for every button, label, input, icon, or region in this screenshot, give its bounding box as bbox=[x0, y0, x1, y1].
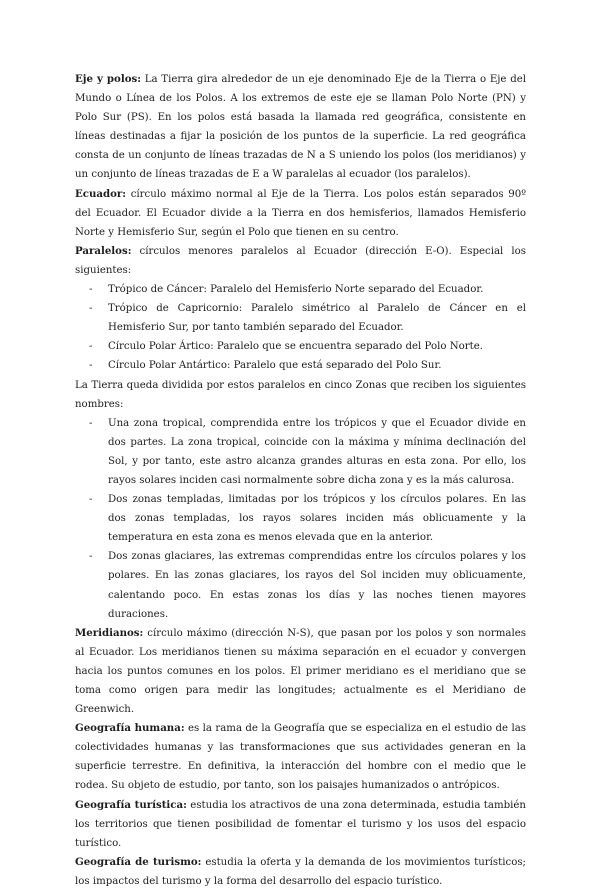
list-item-tropico-capricornio: - Trópico de Capricornio: Paralelo simétrico al Paralelo de Cáncer en el Hemisferio Sur, por tanto también separado del Ecuador. bbox=[108, 299, 526, 337]
paralelos-list bbox=[75, 280, 526, 375]
term-geografia-de-turismo: Geografía de turismo: bbox=[75, 855, 202, 868]
list-item-zonas-templadas: - Dos zonas templadas, limitadas por los trópicos y los círculos polares. En las dos zonas templadas, los rayos solares inciden más oblicuamente y la temperatura en esta zona es menos elevada que en la anterior. bbox=[108, 490, 526, 547]
paragraph-geografia-humana bbox=[75, 719, 526, 795]
paragraph-meridianos bbox=[75, 624, 526, 719]
term-meridianos: Meridianos: bbox=[75, 626, 144, 639]
term-paralelos: Paralelos: bbox=[75, 244, 132, 257]
definition-eje-y-polos: La Tierra gira alrededor de un eje denominado Eje de la Tierra o Eje del Mundo o Línea de los Polos. A los extremos de este eje se llaman Polo Norte (PN) y Polo Sur (PS). En los polos está basada la llamada red geográfica, consistente en líneas destinadas a fijar la posición de los puntos de la superficie. La red geográfica consta de un conjunto de líneas trazadas de N a S uniendo los polos (los meridianos) y un conjunto de líneas trazadas de E a W paralelas al ecuador (los paralelos). bbox=[75, 74, 526, 181]
paragraph-zonas-intro: La Tierra queda dividida por estos paralelos en cinco Zonas que reciben los siguientes nombres: bbox=[75, 379, 526, 410]
term-geografia-humana: Geografía humana: bbox=[75, 722, 185, 735]
term-eje-y-polos: Eje y polos: bbox=[75, 73, 142, 85]
zonas-list bbox=[75, 414, 526, 624]
definition-geografia-turistica: estudia los atractivos de una zona determinada, estudia también los territorios que tienen posibilidad de fomentar el turismo y los usos del espacio turístico. bbox=[75, 799, 526, 849]
paragraph-eje-y-polos bbox=[75, 70, 526, 185]
definition-meridianos: círculo máximo (dirección N-S), que pasan por los polos y son normales al Ecuador. Los meridianos tienen su máxima separación en el ecuador y convergen hacia los puntos comunes en los polos. El primer meridiano es el meridiano que se toma como origen para medir las longitudes; actualmente es el Meridiano de Greenwich. bbox=[75, 627, 526, 716]
list-item-tropico-cancer: - Trópico de Cáncer: Paralelo del Hemisferio Norte separado del Ecuador. bbox=[108, 280, 526, 299]
list-item-zonas-glaciares: - Dos zonas glaciares, las extremas comprendidas entre los círculos polares y los polares. En las zonas glaciares, los rayos del Sol inciden muy oblicuamente, calentando poco. En estas zonas los días y las noches tienen mayores duraciones. bbox=[108, 547, 526, 623]
list-item-circulo-polar-artico: - Círculo Polar Ártico: Paralelo que se encuentra separado del Polo Norte. bbox=[108, 337, 526, 356]
definition-paralelos: círculos menores paralelos al Ecuador (dirección E-O). Especial los siguientes: bbox=[75, 245, 526, 276]
definition-geografia-humana: es la rama de la Geografía que se especializa en el estudio de las colectividades humanas y las transformaciones que sus actividades generan en la superficie terrestre. En definitiva, la interacción del hombre con el medio que le rodea. Su objeto de estudio, por tanto, son los paisajes humanizados o antrópicos. bbox=[75, 723, 527, 792]
definition-geografia-de-turismo: estudia la oferta y la demanda de los movimientos turísticos; los impactos del turismo y la forma del desarrollo del espacio turístico. bbox=[75, 856, 526, 887]
list-item-circulo-polar-antartico: - Círculo Polar Antártico: Paralelo que está separado del Polo Sur. bbox=[108, 356, 526, 375]
paragraph-geografia-de-turismo bbox=[75, 853, 526, 891]
paragraph-ecuador bbox=[75, 185, 526, 242]
definition-ecuador: círculo máximo normal al Eje de la Tierra. Los polos están separados 90º del Ecuador. El Ecuador divide a la Tierra en dos hemisferios, llamados Hemisferio Norte y Hemisferio Sur, según el Polo que tienen en su centro. bbox=[75, 188, 526, 238]
term-ecuador: Ecuador: bbox=[75, 187, 127, 200]
paragraph-paralelos bbox=[75, 242, 526, 280]
paragraph-geografia-turistica bbox=[75, 796, 526, 853]
term-geografia-turistica: Geografía turística: bbox=[75, 798, 187, 811]
list-item-zona-tropical: - Una zona tropical, comprendida entre los trópicos y que el Ecuador divide en dos partes. La zona tropical, coincide con la máxima y mínima declinación del Sol, y por tanto, este astro alcanza grandes alturas en esta zona. Por ello, los rayos solares inciden casi normalmente sobre dicha zona y es la más calurosa. bbox=[108, 414, 526, 490]
